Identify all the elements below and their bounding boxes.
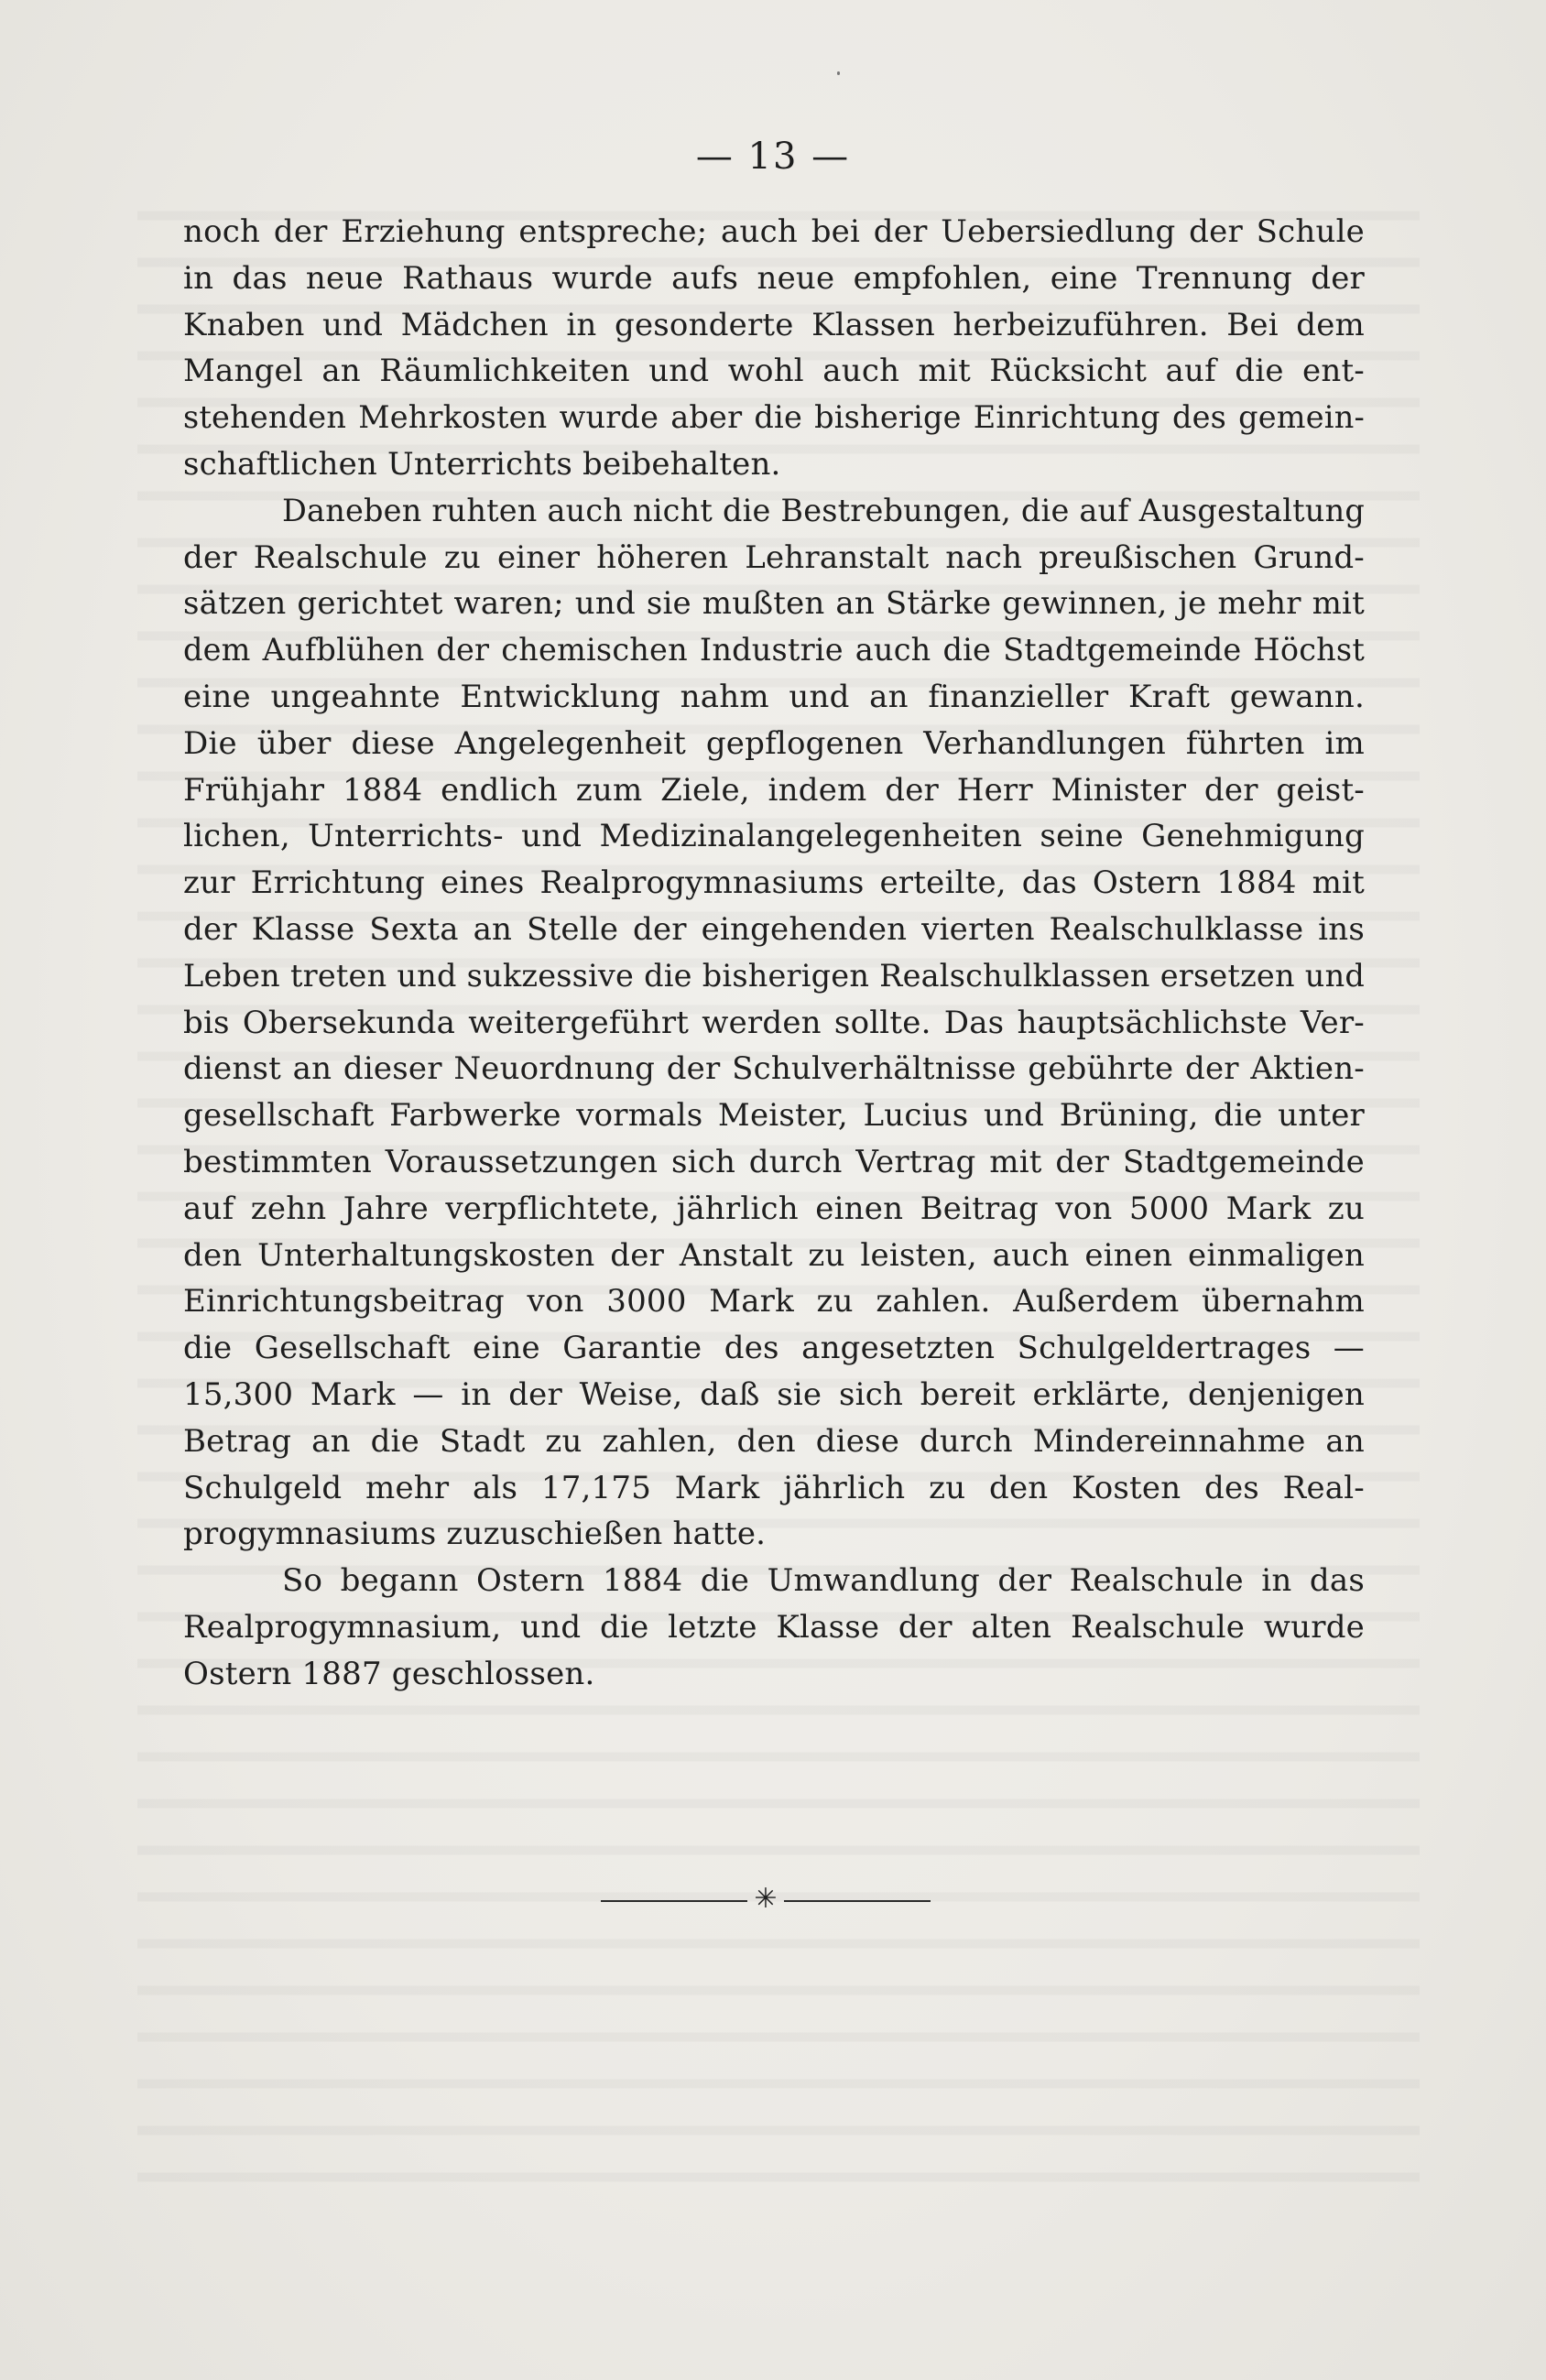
text-line: dem Aufblühen der chemischen Industrie auch die Stadtgemeinde Höchst — [183, 632, 1365, 668]
text-line: in das neue Rathaus wurde aufs neue empfohlen, eine Trennung der — [183, 259, 1365, 297]
text-line: auf zehn Jahre verpflichtete, jährlich einen Beitrag von 5000 Mark zu — [183, 1190, 1365, 1227]
text-line: Realprogymnasium, und die letzte Klasse der alten Realschule wurde — [183, 1608, 1365, 1646]
text-line: bis Obersekunda weitergeführt werden sollte. Das hauptsächlichste Ver- — [183, 1004, 1365, 1041]
text-line: So begann Ostern 1884 die Umwandlung der Realschule in das — [282, 1562, 1365, 1600]
separator-rule-left — [601, 1900, 747, 1902]
text-line: schaftlichen Unterrichts beibehalten. — [183, 445, 781, 483]
text-line: bestimmten Voraussetzungen sich durch Vertrag mit der Stadtgemeinde — [183, 1143, 1365, 1180]
text-line: Leben treten und sukzessive die bisherigen Realschulklassen ersetzen und — [183, 957, 1365, 994]
separator-rule-right — [784, 1900, 931, 1902]
text-line: progymnasiums zuzuschießen hatte. — [183, 1516, 767, 1553]
text-line: lichen, Unterrichts- und Medizinalangelegenheiten seine Genehmigung — [183, 818, 1365, 855]
text-line: noch der Erziehung entspreche; auch bei der Uebersiedlung der Schule — [183, 213, 1365, 250]
text-line: Frühjahr 1884 endlich zum Ziele, indem der Herr Minister der geist- — [183, 771, 1365, 809]
text-line: Betrag an die Stadt zu zahlen, den diese durch Mindereinnahme an — [183, 1422, 1365, 1460]
page-number: — 13 — — [695, 136, 851, 178]
paragraph — [183, 1558, 1365, 1697]
text-line: Ostern 1887 geschlossen. — [183, 1655, 595, 1692]
text-line: Mangel an Räumlichkeiten und wohl auch mit Rücksicht auf die ent- — [183, 353, 1365, 390]
section-separator — [601, 1883, 931, 1915]
text-line: Einrichtungsbeitrag von 3000 Mark zu zahlen. Außerdem übernahm — [183, 1283, 1365, 1320]
text-line: stehenden Mehrkosten wurde aber die bisherige Einrichtung des gemein- — [183, 399, 1365, 436]
text-line: Die über diese Angelegenheit gepflogenen Verhandlungen führten im — [183, 724, 1365, 762]
paragraph — [183, 209, 1365, 488]
ink-speck — [837, 71, 840, 75]
text-line: die Gesellschaft eine Garantie des angesetzten Schulgeldertrages — — [183, 1330, 1365, 1367]
text-line: sätzen gerichtet waren; und sie mußten an Stärke gewinnen, je mehr mit — [183, 585, 1365, 623]
text-line: gesellschaft Farbwerke vormals Meister, Lucius und Brüning, die unter — [183, 1097, 1365, 1135]
text-line: dienst an dieser Neuordnung der Schulverhältnisse gebührte der Aktien- — [183, 1050, 1365, 1088]
text-line: zur Errichtung eines Realprogymnasiums erteilte, das Ostern 1884 mit — [183, 864, 1365, 902]
text-line: Schulgeld mehr als 17,175 Mark jährlich zu den Kosten des Real- — [183, 1469, 1365, 1506]
paragraph — [183, 488, 1365, 1558]
text-line: den Unterhaltungskosten der Anstalt zu leisten, auch einen einmaligen — [183, 1236, 1365, 1274]
body-text — [183, 209, 1365, 1698]
text-line: eine ungeahnte Entwicklung nahm und an finanzieller Kraft gewann. — [183, 678, 1365, 715]
asterisk-ornament: ✳ — [754, 1883, 778, 1915]
text-line: Knaben und Mädchen in gesonderte Klassen herbeizuführen. Bei dem — [183, 306, 1365, 343]
text-line: der Realschule zu einer höheren Lehranstalt nach preußischen Grund- — [183, 538, 1365, 576]
text-line: der Klasse Sexta an Stelle der eingehenden vierten Realschulklasse ins — [183, 910, 1365, 948]
text-line: Daneben ruhten auch nicht die Bestrebungen, die auf Ausgestaltung — [282, 492, 1365, 528]
text-line: 15,300 Mark — in der Weise, daß sie sich bereit erklärte, denjenigen — [183, 1375, 1365, 1413]
